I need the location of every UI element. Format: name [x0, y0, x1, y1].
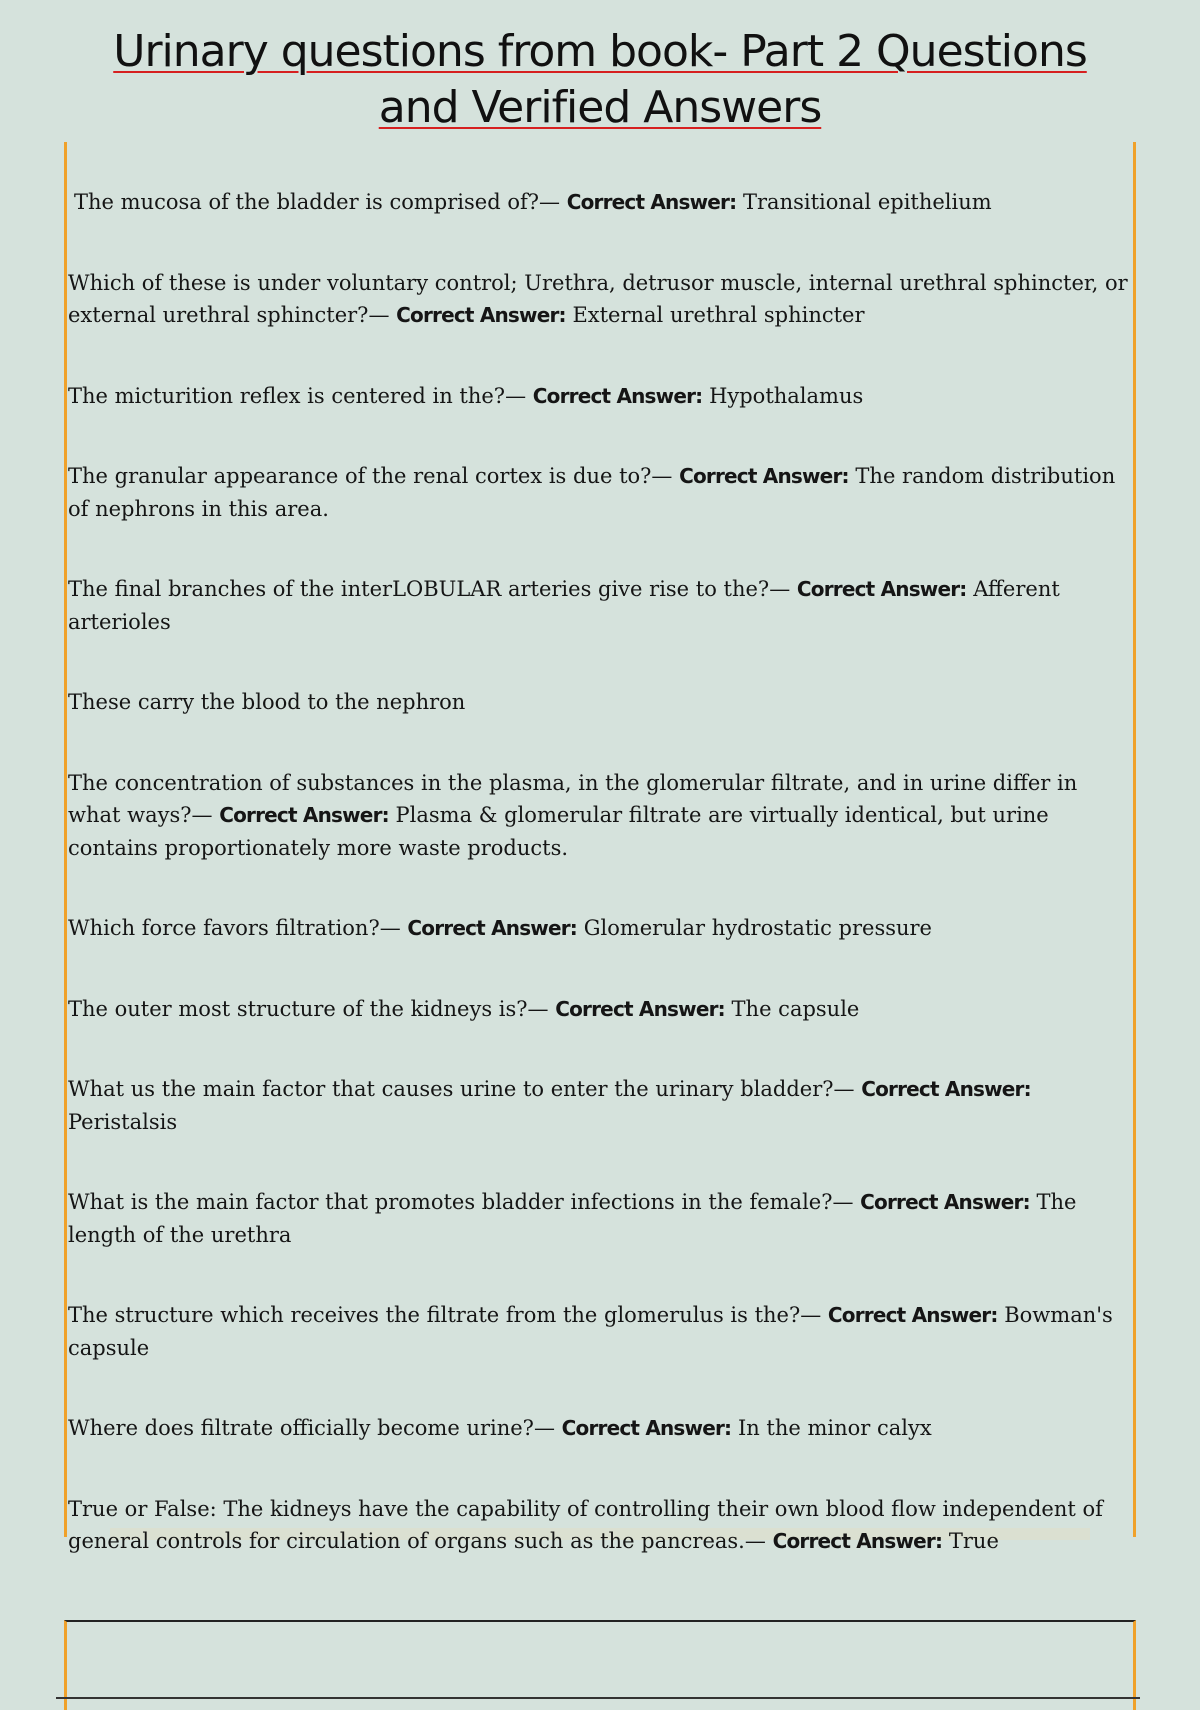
- answer-label: Correct Answer:: [219, 803, 389, 827]
- question-text: Which of these is under voluntary control; Urethra, detrusor muscle, internal urethral sphincter, or external urethral sphincter?: [68, 270, 1128, 327]
- answer-text: Afferent arterioles: [68, 577, 1060, 634]
- answer-text: The capsule: [731, 996, 860, 1021]
- question-text: True or False: The kidneys have the capability of controlling their own blood flow independent of general controls for circulation of organs such as the pancreas.: [68, 1496, 1103, 1553]
- qa-item: [68, 1186, 1136, 1251]
- answer-text: True: [948, 1529, 999, 1553]
- note-item: [68, 686, 1136, 719]
- document-title: [60, 24, 1140, 136]
- qa-item: [68, 912, 1136, 945]
- answer-text: In the minor calyx: [737, 1416, 932, 1440]
- answer-label: Correct Answer:: [532, 383, 703, 408]
- answer-text: Glomerular hydrostatic pressure: [583, 916, 932, 940]
- qa-item: [68, 1073, 1136, 1138]
- question-text: The concentration of substances in the plasma, in the glomerular filtrate, and in urine differ in what ways?: [68, 770, 1078, 827]
- answer-label: Correct Answer:: [396, 303, 566, 327]
- separator: —: [769, 577, 791, 601]
- separator: —: [832, 1190, 854, 1214]
- separator: —: [379, 916, 401, 940]
- document-title-line-2: and Verified Answers: [378, 82, 822, 133]
- answer-label: Correct Answer:: [566, 190, 737, 214]
- separator: —: [368, 303, 390, 327]
- answer-label: Correct Answer:: [772, 1529, 943, 1553]
- question-text: What is the main factor that promotes bladder infections in the female?: [68, 1190, 833, 1214]
- separator: —: [744, 1529, 766, 1553]
- qa-item: [68, 993, 1136, 1026]
- answer-text: The random distribution of nephrons in this area.: [68, 464, 1116, 521]
- question-text: Which force favors filtration?: [68, 916, 380, 940]
- qa-item: [68, 1299, 1136, 1364]
- question-text: The mucosa of the bladder is comprised of?: [74, 190, 539, 214]
- separator: —: [800, 1303, 822, 1327]
- question-text: The granular appearance of the renal cortex is due to?: [68, 464, 652, 488]
- question-text: The final branches of the interLOBULAR arteries give rise to the?: [68, 577, 770, 601]
- answer-label: Correct Answer:: [827, 1303, 998, 1327]
- document-title-line-1: Urinary questions from book- Part 2 Questions: [113, 26, 1087, 77]
- separator: —: [505, 383, 527, 408]
- note-text: These carry the blood to the nephron: [68, 690, 466, 714]
- question-text: The micturition reflex is centered in the?: [68, 383, 506, 408]
- answer-text: External urethral sphincter: [572, 303, 865, 327]
- answer-text: Transitional epithelium: [743, 190, 992, 214]
- qa-item: [68, 1493, 1136, 1558]
- qa-item: [68, 267, 1136, 332]
- answer-text: Bowman's capsule: [68, 1303, 1113, 1360]
- separator: —: [527, 996, 549, 1021]
- question-text: The structure which receives the filtrate from the glomerulus is the?: [68, 1303, 801, 1327]
- answer-label: Correct Answer:: [679, 464, 849, 488]
- answer-label: Correct Answer:: [561, 1416, 732, 1440]
- answer-label: Correct Answer:: [555, 996, 725, 1021]
- separator: —: [539, 190, 560, 214]
- qa-item: [68, 380, 1136, 413]
- answer-text: Peristalsis: [68, 1109, 178, 1134]
- answer-label: Correct Answer:: [407, 916, 578, 940]
- answer-label: Correct Answer:: [861, 1077, 1031, 1101]
- qa-item: [68, 573, 1136, 638]
- question-text: What us the main factor that causes urine to enter the urinary bladder?: [68, 1077, 834, 1101]
- qa-item: [68, 460, 1136, 525]
- qa-item: [68, 767, 1136, 865]
- answer-text: Hypothalamus: [709, 383, 864, 408]
- qa-item: [68, 1412, 1136, 1445]
- separator: —: [191, 803, 213, 827]
- separator: —: [833, 1077, 855, 1101]
- answer-label: Correct Answer:: [796, 577, 967, 601]
- page-bottom-edge: [56, 1697, 1140, 1699]
- answer-text: Plasma & glomerular filtrate are virtually identical, but urine contains proportionately more waste products.: [68, 803, 1049, 860]
- separator: —: [533, 1416, 555, 1440]
- question-text: The outer most structure of the kidneys is?: [68, 996, 528, 1021]
- separator: —: [651, 464, 673, 488]
- answer-text: The length of the urethra: [68, 1190, 1077, 1247]
- answer-label: Correct Answer:: [860, 1190, 1030, 1214]
- question-text: Where does filtrate officially become urine?: [68, 1416, 534, 1440]
- qa-list: [68, 186, 1136, 1606]
- qa-item: [68, 186, 1136, 219]
